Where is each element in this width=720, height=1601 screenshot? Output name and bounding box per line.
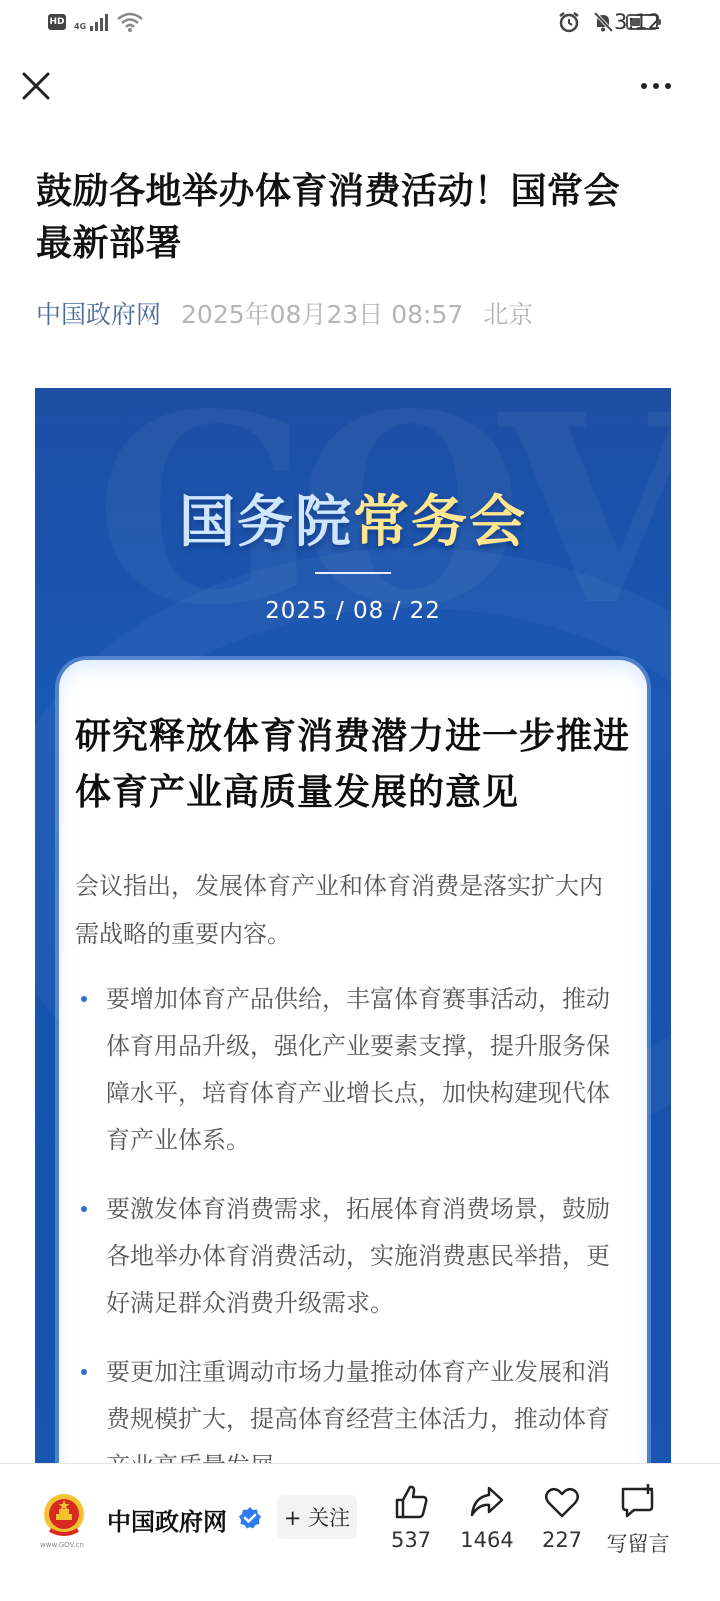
list-item [75,976,623,1164]
more-dot-icon [665,83,671,89]
emblem-caption: www.GOV.cn [40,1541,84,1549]
bottom-action-bar [0,1463,720,1601]
poster-title-part1: 国务院 [179,490,353,555]
poster-intro: 会议指出，发展体育产业和体育消费是落实扩大内需战略的重要内容。 [75,872,603,948]
status-time: 3:12 [614,10,662,34]
like-count: 537 [390,1528,432,1552]
follow-button[interactable]: + 关注 [277,1495,357,1539]
article-meta [36,297,533,333]
more-options-button[interactable] [636,72,676,100]
article-date: 2025年08月23日 08:57 [181,300,464,329]
poster-bullet-list [75,976,623,1478]
bullet-dot-icon [81,996,87,1002]
article-location: 北京 [483,300,534,329]
close-button[interactable] [18,68,54,104]
share-count: 1464 [460,1528,514,1552]
bullet-dot-icon [81,1369,87,1375]
more-dot-icon [653,83,659,89]
bullet-text: 要更加注重调动市场力量推动体育产业发展和消费规模扩大，提高体育经营主体活力，推动体育 [106,1358,610,1433]
bullet-text: 要增加体育产品供给，丰富体育赛事活动，推动体育用品升级，强化产业要素支撑，提升服务保障水平，培育体育产业增长点，加快构建现代体育产业体系。 [106,985,610,1154]
alarm-icon [558,11,580,33]
mute-bell-icon [592,11,614,33]
comment-label: 写留言 [606,1532,670,1556]
favorite-count: 227 [541,1528,583,1552]
heart-icon [542,1482,582,1522]
share-icon [467,1482,507,1522]
list-item [75,1186,623,1327]
article-title: 鼓励各地举办体育消费活动！国常会最新部署 [36,171,621,264]
close-icon [18,68,54,104]
poster-title [35,478,671,558]
bullet-text: 要激发体育消费需求，拓展体育消费场景，鼓励各地举办体育消费活动，实施消费惠民举措，更好满足群众消费升级需求。 [106,1195,610,1317]
poster-content-card [59,660,647,1478]
more-dot-icon [641,83,647,89]
thumbs-up-icon [391,1482,431,1522]
wifi-icon [116,12,144,32]
verified-badge-icon [238,1506,262,1530]
hd-badge: HD [48,14,66,30]
account-name[interactable]: 中国政府网 [107,1508,227,1536]
poster-heading: 研究释放体育消费潜力进一步推进体育产业高质量发展的意见 [75,715,631,813]
status-bar [0,0,720,48]
comment-icon [618,1482,658,1522]
poster-date: 2025 / 08 / 22 [265,598,441,624]
network-type: 4G [74,22,87,31]
status-left [48,12,144,32]
write-comment-button[interactable] [593,1482,683,1558]
poster-divider [315,572,391,574]
article-poster-image[interactable] [35,388,671,1478]
article-source-link[interactable]: 中国政府网 [36,300,162,329]
national-emblem-icon[interactable] [42,1492,86,1540]
poster-title-part2: 常务会 [353,490,527,555]
list-item [75,1349,623,1478]
bullet-dot-icon [81,1206,87,1212]
signal-icon [74,13,108,31]
